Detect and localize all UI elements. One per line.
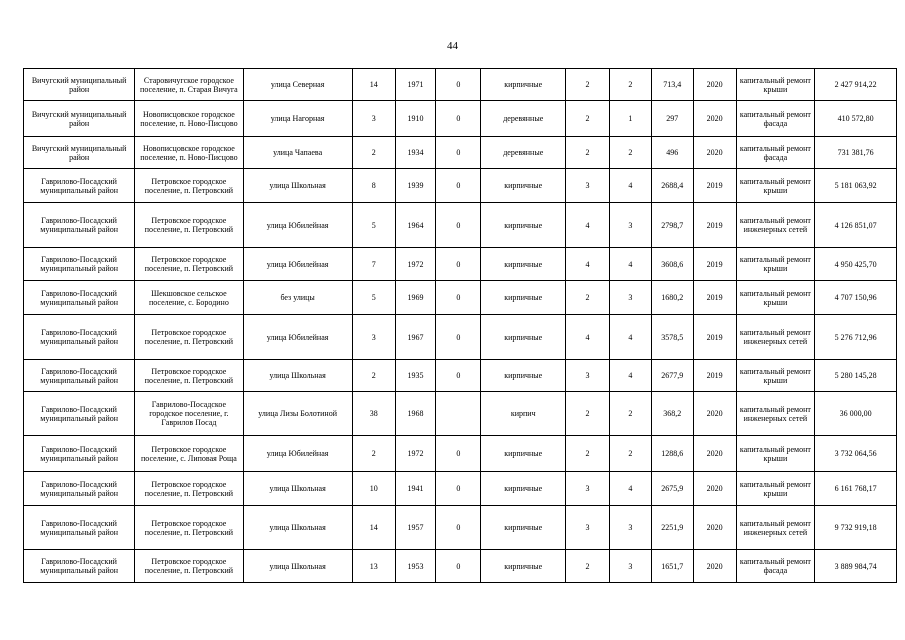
settlement-cell: Петровское городское поселение, п. Петровский	[135, 315, 243, 360]
work-type-cell: капитальный ремонт крыши	[736, 248, 815, 281]
district-cell: Гаврилово-Посадский муниципальный район	[24, 203, 135, 248]
table-row	[24, 137, 897, 169]
district-cell: Гаврилово-Посадский муниципальный район	[24, 436, 135, 472]
house-number-cell: 2	[352, 137, 395, 169]
house-number-cell: 3	[352, 315, 395, 360]
street-cell: улица Школьная	[243, 169, 352, 203]
settlement-cell: Гаврилово-Посадское городское поселение, г. Гаврилов Посад	[135, 392, 243, 436]
area-cell: 2798,7	[651, 203, 693, 248]
area-cell: 2675,9	[651, 472, 693, 506]
plan-year-cell: 2019	[693, 203, 736, 248]
reconstruction-year-cell: 0	[436, 506, 481, 550]
table-row	[24, 550, 897, 583]
floors-cell: 4	[566, 315, 610, 360]
work-type-cell: капитальный ремонт крыши	[736, 69, 815, 101]
street-cell: без улицы	[243, 281, 352, 315]
entrances-cell: 1	[610, 101, 652, 137]
settlement-cell: Новописцовское городское поселение, п. Ново-Писцово	[135, 101, 243, 137]
settlement-cell: Шекшовское сельское поселение, с. Бородино	[135, 281, 243, 315]
reconstruction-year-cell: 0	[436, 69, 481, 101]
wall-material-cell: деревянные	[481, 101, 566, 137]
house-number-cell: 10	[352, 472, 395, 506]
build-year-cell: 1972	[395, 436, 436, 472]
wall-material-cell: кирпичные	[481, 550, 566, 583]
entrances-cell: 3	[610, 550, 652, 583]
build-year-cell: 1941	[395, 472, 436, 506]
district-cell: Гаврилово-Посадский муниципальный район	[24, 550, 135, 583]
floors-cell: 2	[566, 550, 610, 583]
settlement-cell: Петровское городское поселение, п. Петровский	[135, 169, 243, 203]
cost-cell: 4 950 425,70	[815, 248, 897, 281]
reconstruction-year-cell: 0	[436, 472, 481, 506]
house-number-cell: 8	[352, 169, 395, 203]
floors-cell: 2	[566, 436, 610, 472]
house-number-cell: 38	[352, 392, 395, 436]
plan-year-cell: 2020	[693, 101, 736, 137]
area-cell: 713,4	[651, 69, 693, 101]
house-number-cell: 13	[352, 550, 395, 583]
floors-cell: 3	[566, 506, 610, 550]
build-year-cell: 1934	[395, 137, 436, 169]
street-cell: улица Чапаева	[243, 137, 352, 169]
street-cell: улица Школьная	[243, 472, 352, 506]
table-row	[24, 203, 897, 248]
build-year-cell: 1939	[395, 169, 436, 203]
floors-cell: 4	[566, 248, 610, 281]
district-cell: Вичугский муниципальный район	[24, 137, 135, 169]
area-cell: 368,2	[651, 392, 693, 436]
floors-cell: 3	[566, 472, 610, 506]
area-cell: 496	[651, 137, 693, 169]
entrances-cell: 4	[610, 360, 652, 392]
area-cell: 2688,4	[651, 169, 693, 203]
street-cell: улица Северная	[243, 69, 352, 101]
reconstruction-year-cell	[436, 392, 481, 436]
house-number-cell: 14	[352, 506, 395, 550]
cost-cell: 5 276 712,96	[815, 315, 897, 360]
entrances-cell: 4	[610, 248, 652, 281]
house-number-cell: 5	[352, 281, 395, 315]
plan-year-cell: 2020	[693, 69, 736, 101]
area-cell: 1680,2	[651, 281, 693, 315]
wall-material-cell: кирпичные	[481, 203, 566, 248]
settlement-cell: Новописцовское городское поселение, п. Ново-Писцово	[135, 137, 243, 169]
reconstruction-year-cell: 0	[436, 169, 481, 203]
area-cell: 1651,7	[651, 550, 693, 583]
area-cell: 3578,5	[651, 315, 693, 360]
street-cell: улица Юбилейная	[243, 315, 352, 360]
street-cell: улица Юбилейная	[243, 203, 352, 248]
area-cell: 2251,9	[651, 506, 693, 550]
floors-cell: 2	[566, 101, 610, 137]
build-year-cell: 1969	[395, 281, 436, 315]
build-year-cell: 1968	[395, 392, 436, 436]
entrances-cell: 2	[610, 436, 652, 472]
work-type-cell: капитальный ремонт фасада	[736, 137, 815, 169]
plan-year-cell: 2019	[693, 248, 736, 281]
build-year-cell: 1967	[395, 315, 436, 360]
entrances-cell: 4	[610, 472, 652, 506]
street-cell: улица Юбилейная	[243, 436, 352, 472]
district-cell: Гаврилово-Посадский муниципальный район	[24, 315, 135, 360]
table-row	[24, 392, 897, 436]
wall-material-cell: кирпичные	[481, 472, 566, 506]
work-type-cell: капитальный ремонт инженерных сетей	[736, 203, 815, 248]
floors-cell: 3	[566, 360, 610, 392]
table-row	[24, 506, 897, 550]
settlement-cell: Старовичугское городское поселение, п. Старая Вичуга	[135, 69, 243, 101]
area-cell: 2677,9	[651, 360, 693, 392]
cost-cell: 5 181 063,92	[815, 169, 897, 203]
build-year-cell: 1910	[395, 101, 436, 137]
area-cell: 3608,6	[651, 248, 693, 281]
build-year-cell: 1957	[395, 506, 436, 550]
wall-material-cell: кирпичные	[481, 69, 566, 101]
build-year-cell: 1953	[395, 550, 436, 583]
work-type-cell: капитальный ремонт инженерных сетей	[736, 506, 815, 550]
cost-cell: 4 707 150,96	[815, 281, 897, 315]
wall-material-cell: кирпичные	[481, 436, 566, 472]
work-type-cell: капитальный ремонт крыши	[736, 472, 815, 506]
settlement-cell: Петровское городское поселение, п. Петровский	[135, 203, 243, 248]
wall-material-cell: кирпичные	[481, 281, 566, 315]
house-number-cell: 7	[352, 248, 395, 281]
wall-material-cell: кирпичные	[481, 169, 566, 203]
cost-cell: 5 280 145,28	[815, 360, 897, 392]
cost-cell: 6 161 768,17	[815, 472, 897, 506]
work-type-cell: капитальный ремонт крыши	[736, 281, 815, 315]
floors-cell: 2	[566, 137, 610, 169]
cost-cell: 2 427 914,22	[815, 69, 897, 101]
table-row	[24, 315, 897, 360]
build-year-cell: 1964	[395, 203, 436, 248]
table-row	[24, 169, 897, 203]
cost-cell: 36 000,00	[815, 392, 897, 436]
street-cell: улица Юбилейная	[243, 248, 352, 281]
build-year-cell: 1972	[395, 248, 436, 281]
plan-year-cell: 2020	[693, 137, 736, 169]
reconstruction-year-cell: 0	[436, 101, 481, 137]
street-cell: улица Школьная	[243, 550, 352, 583]
wall-material-cell: кирпичные	[481, 315, 566, 360]
page-number: 44	[447, 40, 458, 52]
settlement-cell: Петровское городское поселение, п. Петровский	[135, 550, 243, 583]
house-number-cell: 2	[352, 360, 395, 392]
street-cell: улица Нагорная	[243, 101, 352, 137]
entrances-cell: 3	[610, 203, 652, 248]
table-row	[24, 69, 897, 101]
settlement-cell: Петровское городское поселение, п. Петровский	[135, 248, 243, 281]
entrances-cell: 2	[610, 137, 652, 169]
reconstruction-year-cell: 0	[436, 281, 481, 315]
work-type-cell: капитальный ремонт крыши	[736, 436, 815, 472]
reconstruction-year-cell: 0	[436, 315, 481, 360]
district-cell: Гаврилово-Посадский муниципальный район	[24, 169, 135, 203]
entrances-cell: 3	[610, 506, 652, 550]
plan-year-cell: 2020	[693, 436, 736, 472]
wall-material-cell: кирпичные	[481, 360, 566, 392]
work-type-cell: капитальный ремонт инженерных сетей	[736, 392, 815, 436]
work-type-cell: капитальный ремонт фасада	[736, 550, 815, 583]
district-cell: Вичугский муниципальный район	[24, 101, 135, 137]
street-cell: улица Лизы Болотиной	[243, 392, 352, 436]
reconstruction-year-cell: 0	[436, 436, 481, 472]
plan-year-cell: 2019	[693, 281, 736, 315]
entrances-cell: 2	[610, 392, 652, 436]
table-row	[24, 248, 897, 281]
floors-cell: 2	[566, 281, 610, 315]
settlement-cell: Петровское городское поселение, с. Липовая Роща	[135, 436, 243, 472]
settlement-cell: Петровское городское поселение, п. Петровский	[135, 360, 243, 392]
district-cell: Гаврилово-Посадский муниципальный район	[24, 392, 135, 436]
area-cell: 1288,6	[651, 436, 693, 472]
wall-material-cell: кирпичные	[481, 248, 566, 281]
reconstruction-year-cell: 0	[436, 248, 481, 281]
table-row	[24, 281, 897, 315]
reconstruction-year-cell: 0	[436, 360, 481, 392]
district-cell: Гаврилово-Посадский муниципальный район	[24, 472, 135, 506]
work-type-cell: капитальный ремонт крыши	[736, 169, 815, 203]
cost-cell: 410 572,80	[815, 101, 897, 137]
area-cell: 297	[651, 101, 693, 137]
floors-cell: 4	[566, 203, 610, 248]
table-row	[24, 101, 897, 137]
wall-material-cell: кирпич	[481, 392, 566, 436]
house-number-cell: 2	[352, 436, 395, 472]
cost-cell: 9 732 919,18	[815, 506, 897, 550]
entrances-cell: 4	[610, 169, 652, 203]
plan-year-cell: 2020	[693, 506, 736, 550]
table-row	[24, 360, 897, 392]
floors-cell: 2	[566, 69, 610, 101]
street-cell: улица Школьная	[243, 506, 352, 550]
cost-cell: 3 732 064,56	[815, 436, 897, 472]
cost-cell: 4 126 851,07	[815, 203, 897, 248]
plan-year-cell: 2020	[693, 550, 736, 583]
house-number-cell: 3	[352, 101, 395, 137]
house-number-cell: 5	[352, 203, 395, 248]
wall-material-cell: кирпичные	[481, 506, 566, 550]
district-cell: Вичугский муниципальный район	[24, 69, 135, 101]
table-row	[24, 436, 897, 472]
district-cell: Гаврилово-Посадский муниципальный район	[24, 506, 135, 550]
plan-year-cell: 2019	[693, 360, 736, 392]
wall-material-cell: деревянные	[481, 137, 566, 169]
work-type-cell: капитальный ремонт крыши	[736, 360, 815, 392]
street-cell: улица Школьная	[243, 360, 352, 392]
table-body	[24, 69, 897, 583]
cost-cell: 731 381,76	[815, 137, 897, 169]
entrances-cell: 4	[610, 315, 652, 360]
build-year-cell: 1935	[395, 360, 436, 392]
district-cell: Гаврилово-Посадский муниципальный район	[24, 248, 135, 281]
cost-cell: 3 889 984,74	[815, 550, 897, 583]
house-number-cell: 14	[352, 69, 395, 101]
build-year-cell: 1971	[395, 69, 436, 101]
floors-cell: 3	[566, 169, 610, 203]
settlement-cell: Петровское городское поселение, п. Петровский	[135, 472, 243, 506]
district-cell: Гаврилово-Посадский муниципальный район	[24, 281, 135, 315]
reconstruction-year-cell: 0	[436, 203, 481, 248]
work-type-cell: капитальный ремонт инженерных сетей	[736, 315, 815, 360]
plan-year-cell: 2019	[693, 169, 736, 203]
repair-program-table	[23, 68, 897, 583]
reconstruction-year-cell: 0	[436, 137, 481, 169]
entrances-cell: 2	[610, 69, 652, 101]
plan-year-cell: 2020	[693, 392, 736, 436]
reconstruction-year-cell: 0	[436, 550, 481, 583]
table-row	[24, 472, 897, 506]
district-cell: Гаврилово-Посадский муниципальный район	[24, 360, 135, 392]
plan-year-cell: 2019	[693, 315, 736, 360]
floors-cell: 2	[566, 392, 610, 436]
entrances-cell: 3	[610, 281, 652, 315]
plan-year-cell: 2020	[693, 472, 736, 506]
work-type-cell: капитальный ремонт фасада	[736, 101, 815, 137]
settlement-cell: Петровское городское поселение, п. Петровский	[135, 506, 243, 550]
